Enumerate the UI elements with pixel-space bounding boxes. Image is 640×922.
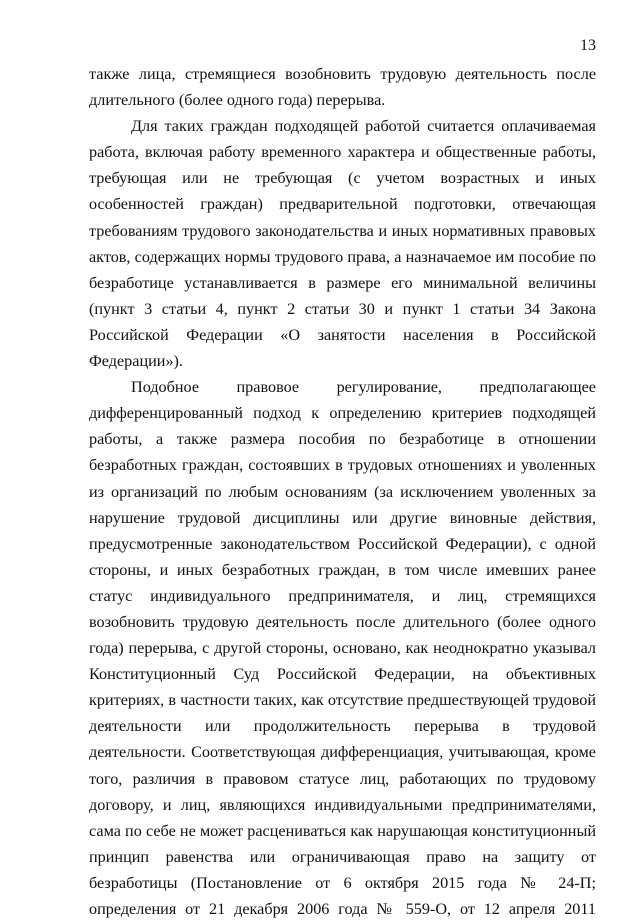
document-body xyxy=(89,61,596,922)
paragraph-legal-regulation: Подобное правовое регулирование, предполагающее дифференцированный подход к определению критериев подходящей работы, а также размера пособия по безработице в отношении безработных граждан, состоявших в трудовых отношениях и уволенных из организаций по любым основаниям (за исключением уволенных за нарушение трудовой дисциплины или другие виновные действия, предусмотренные законодательством Российской Федерации), с одной стороны, и иных безработных граждан, в том числе имевших ранее статус индивидуального предпринимателя, и лиц, стремящихся возобновить трудовую деятельность после длительного (более одного года) перерыва, с другой стороны, основано, как неоднократно указывал Конституционный Суд Российской Федерации, на объективных критериях, в частности таких, как отсутствие предшествующей трудовой деятельности или продолжительность перерыва в трудовой деятельности. Соответствующая дифференциация, учитывающая, кроме того, различия в правовом статусе лиц, работающих по трудовому договору, и лиц, являющихся индивидуальными предпринимателями, сама по себе не может расцениваться как нарушающая конституционный принцип равенства или ограничивающая право на защиту от безработицы (Постановление от 6 октября 2015 года № 24-П; определения от 21 декабря 2006 года № 559-О, от 12 апреля 2011 xyxy=(89,378,596,918)
paragraph-continuation: также лица, стремящиеся возобновить трудовую деятельность после длительного (более одного года) перерыва. xyxy=(89,65,596,110)
paragraph-suitable-work: Для таких граждан подходящей работой считается оплачиваемая работа, включая работу временного характера и общественные работы, требующая или не требующая (с учетом возрастных и иных особенностей граждан) предварительной подготовки, отвечающая требованиям трудового законодательства и иных нормативных правовых актов, содержащих нормы трудового права, а назначаемое им пособие по безработице устанавливается в размере его минимальной величины (пункт 3 статьи 4, пункт 2 статьи 30 и пункт 1 статьи 34 Закона Российской Федерации «О занятости населения в Российской Федерации»). xyxy=(89,117,596,371)
page-number: 13 xyxy=(580,37,596,54)
